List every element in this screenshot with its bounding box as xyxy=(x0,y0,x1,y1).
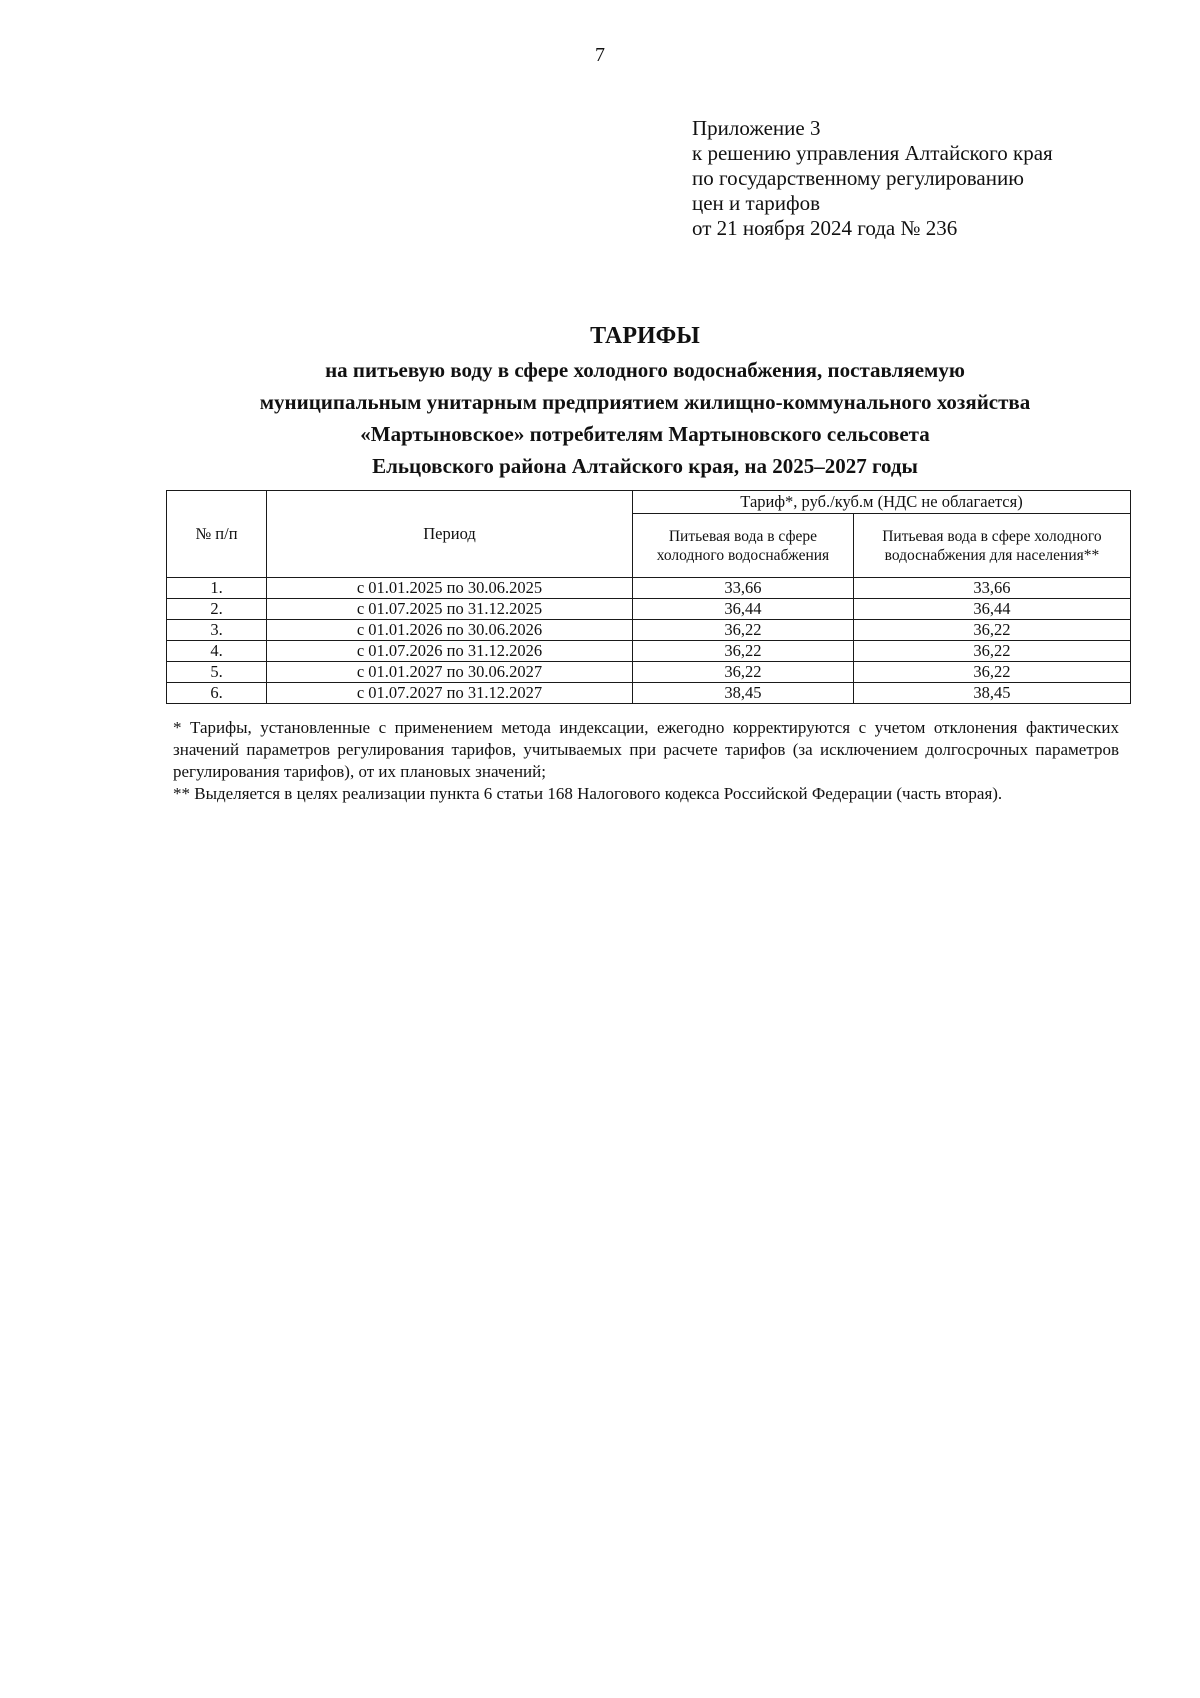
row-tariff-general: 36,22 xyxy=(633,662,854,683)
header-number: № п/п xyxy=(167,491,267,578)
row-tariff-population: 36,22 xyxy=(853,620,1130,641)
title-line: «Мартыновское» потребителям Мартыновского сельсовета xyxy=(360,422,930,446)
table-row xyxy=(167,578,1131,599)
table-row xyxy=(167,641,1131,662)
page-number: 7 xyxy=(595,44,605,66)
row-number: 1. xyxy=(167,578,267,599)
footnotes xyxy=(173,717,1119,805)
row-number: 4. xyxy=(167,641,267,662)
row-tariff-population: 33,66 xyxy=(853,578,1130,599)
table-row xyxy=(167,599,1131,620)
appendix-line: к решению управления Алтайского края xyxy=(692,141,1053,165)
title-line: муниципальным унитарным предприятием жилищно-коммунального хозяйства xyxy=(259,390,1031,414)
row-tariff-general: 38,45 xyxy=(633,683,854,704)
row-number: 3. xyxy=(167,620,267,641)
row-period: с 01.01.2026 по 30.06.2026 xyxy=(267,620,633,641)
table-row xyxy=(167,662,1131,683)
row-tariff-population: 36,44 xyxy=(853,599,1130,620)
document-title xyxy=(160,320,1130,482)
table-row xyxy=(167,620,1131,641)
appendix-line: Приложение 3 xyxy=(692,116,821,140)
footnote-tax-code: ** Выделяется в целях реализации пункта 6 статьи 168 Налогового кодекса Российской Федерации (часть вторая). xyxy=(173,784,1003,803)
row-period: с 01.01.2025 по 30.06.2025 xyxy=(267,578,633,599)
appendix-line: цен и тарифов xyxy=(692,191,821,215)
row-tariff-population: 36,22 xyxy=(853,662,1130,683)
header-tariff-group: Тариф*, руб./куб.м (НДС не облагается) xyxy=(633,491,1131,514)
row-tariff-general: 36,22 xyxy=(633,641,854,662)
row-period: с 01.07.2025 по 31.12.2025 xyxy=(267,599,633,620)
header-tariff-general: Питьевая вода в сфере холодного водоснабжения xyxy=(633,514,854,578)
appendix-line: от 21 ноября 2024 года № 236 xyxy=(692,216,958,240)
row-tariff-population: 36,22 xyxy=(853,641,1130,662)
title-line: Ельцовского района Алтайского края, на 2025–2027 годы xyxy=(372,454,918,478)
header-period: Период xyxy=(267,491,633,578)
appendix-header xyxy=(692,116,1172,241)
row-period: с 01.01.2027 по 30.06.2027 xyxy=(267,662,633,683)
header-tariff-population: Питьевая вода в сфере холодного водоснабжения для населения** xyxy=(853,514,1130,578)
row-tariff-general: 36,22 xyxy=(633,620,854,641)
table-row xyxy=(167,683,1131,704)
footnote-indexation: * Тарифы, установленные с применением метода индексации, ежегодно корректируются с учетом отклонения фактических значений параметров регулирования тарифов, учитываемых при расчете тарифов (за исключением долгосрочных параметров регулирования тарифов), от их плановых значений; xyxy=(173,718,1119,781)
title-line: на питьевую воду в сфере холодного водоснабжения, поставляемую xyxy=(325,358,965,382)
row-period: с 01.07.2026 по 31.12.2026 xyxy=(267,641,633,662)
row-number: 6. xyxy=(167,683,267,704)
row-number: 5. xyxy=(167,662,267,683)
row-number: 2. xyxy=(167,599,267,620)
row-period: с 01.07.2027 по 31.12.2027 xyxy=(267,683,633,704)
row-tariff-general: 33,66 xyxy=(633,578,854,599)
row-tariff-population: 38,45 xyxy=(853,683,1130,704)
appendix-line: по государственному регулированию xyxy=(692,166,1024,190)
tariff-table xyxy=(166,490,1131,704)
row-tariff-general: 36,44 xyxy=(633,599,854,620)
title-main: ТАРИФЫ xyxy=(590,323,700,349)
